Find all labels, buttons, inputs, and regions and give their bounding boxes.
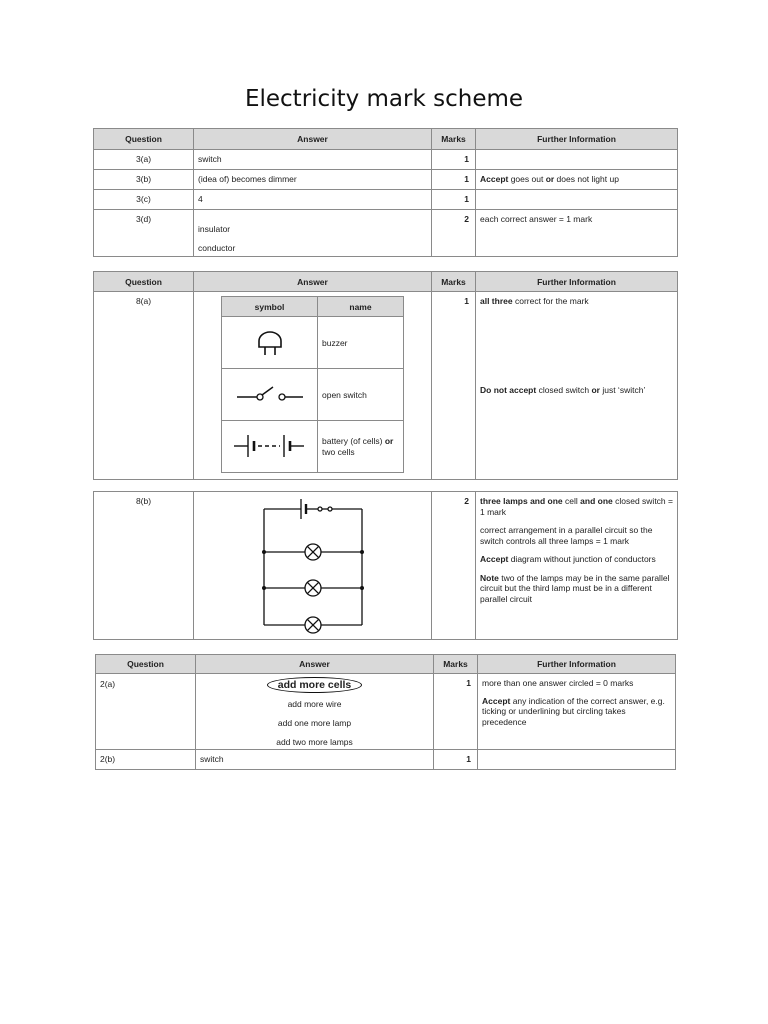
further-info: each correct answer = 1 mark (476, 210, 678, 257)
answer-text: 4 (194, 190, 432, 210)
further-line: Accept any indication of the correct answer, e.g. ticking or underlining but circling takes precedence (482, 695, 665, 727)
marks-value: 1 (432, 190, 476, 210)
mark-scheme-table-q8a (93, 271, 678, 480)
table-row (96, 750, 676, 770)
marks-value: 2 (432, 210, 476, 257)
table-row (94, 492, 678, 640)
header-marks: Marks (432, 129, 476, 150)
circled-answer: add more cells (267, 677, 363, 693)
header-answer: Answer (194, 129, 432, 150)
further-info (478, 750, 676, 770)
header-question: Question (96, 655, 196, 674)
symbol-header: symbol (222, 297, 318, 317)
further-info (476, 492, 678, 640)
header-further-information: Further Information (476, 129, 678, 150)
circuit-diagram-cell (194, 492, 432, 640)
answer-text (194, 210, 432, 257)
marks-value: 1 (432, 150, 476, 170)
further-info (476, 150, 678, 170)
question-number: 2(a) (96, 674, 196, 750)
question-number: 3(c) (94, 190, 194, 210)
page-title: Electricity mark scheme (244, 86, 524, 112)
header-answer: Answer (194, 272, 432, 292)
further-line: correct arrangement in a parallel circuit so the switch controls all three lamps = 1 mark (480, 525, 653, 546)
battery-symbol-cell (222, 421, 318, 473)
parallel-circuit-diagram-icon (194, 492, 432, 637)
answer-symbol-table-cell (194, 292, 432, 480)
answer-text: (idea of) becomes dimmer (194, 170, 432, 190)
header-further-information: Further Information (478, 655, 676, 674)
further-line: more than one answer circled = 0 marks (482, 678, 634, 688)
open-switch-symbol-icon (235, 384, 305, 404)
answer-text: switch (194, 150, 432, 170)
header-answer: Answer (196, 655, 434, 674)
table-row (94, 210, 678, 257)
buzzer-symbol-icon (250, 327, 290, 357)
answer-option: add one more lamp (277, 718, 352, 728)
symbol-name: open switch (318, 369, 404, 421)
question-number: 3(a) (94, 150, 194, 170)
further-line: Accept diagram without junction of conductors (480, 554, 656, 564)
mark-scheme-table-q8b (93, 491, 678, 640)
battery-symbol-icon (232, 432, 308, 460)
marks-value: 1 (434, 674, 478, 750)
symbol-name: battery (of cells) or two cells (318, 421, 404, 473)
marks-value: 1 (432, 170, 476, 190)
open-switch-symbol-cell (222, 369, 318, 421)
question-number: 3(d) (94, 210, 194, 257)
mark-scheme-table-q2 (95, 654, 676, 770)
answer-text: switch (196, 750, 434, 770)
marks-value: 1 (434, 750, 478, 770)
name-header: name (318, 297, 404, 317)
further-line: Do not accept closed switch or just ‘switch’ (480, 384, 646, 395)
question-number: 2(b) (96, 750, 196, 770)
marks-value: 2 (432, 492, 476, 640)
question-number: 8(a) (94, 292, 194, 480)
answer-options (196, 674, 434, 750)
marks-value: 1 (432, 292, 476, 480)
header-further-information: Further Information (476, 272, 678, 292)
question-number: 8(b) (94, 492, 194, 640)
table-row (94, 150, 678, 170)
table-row (94, 190, 678, 210)
further-info (476, 190, 678, 210)
mark-scheme-table-q3 (93, 128, 678, 257)
buzzer-symbol-cell (222, 317, 318, 369)
further-info (476, 292, 678, 480)
question-number: 3(b) (94, 170, 194, 190)
further-info: Accept goes out or does not light up (476, 170, 678, 190)
header-marks: Marks (434, 655, 478, 674)
answer-line: insulator (198, 224, 231, 234)
answer-line: conductor (198, 243, 236, 253)
further-line: Note two of the lamps may be in the same parallel circuit but the third lamp must be in a different parallel circuit (480, 572, 670, 604)
header-marks: Marks (432, 272, 476, 292)
table-row (96, 674, 676, 750)
table-row (94, 170, 678, 190)
header-question: Question (94, 129, 194, 150)
further-line: three lamps and one cell and one closed switch = 1 mark (480, 496, 673, 517)
header-question: Question (94, 272, 194, 292)
further-info (478, 674, 676, 750)
answer-option: add two more lamps (276, 737, 353, 747)
symbol-table (221, 296, 404, 473)
answer-option: add more wire (287, 699, 342, 709)
table-row (94, 292, 678, 480)
further-line: all three correct for the mark (480, 296, 589, 306)
symbol-name: buzzer (318, 317, 404, 369)
